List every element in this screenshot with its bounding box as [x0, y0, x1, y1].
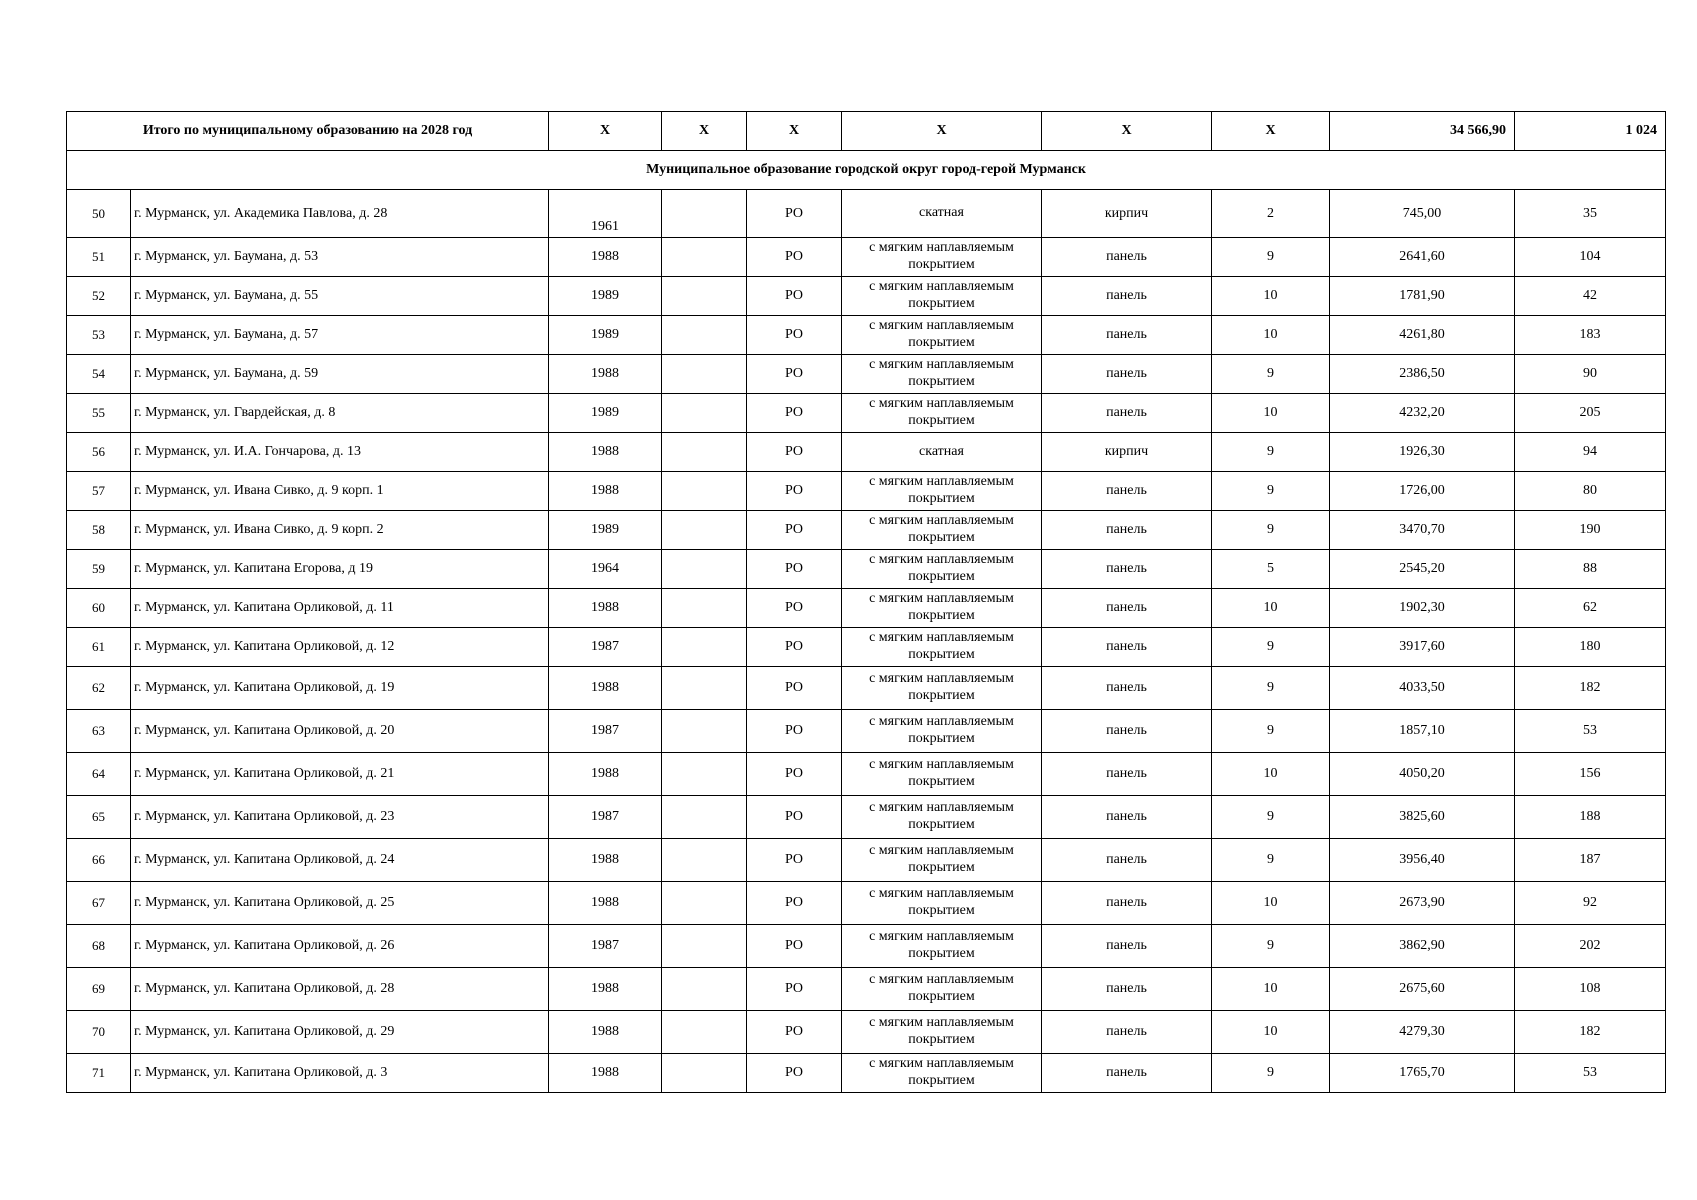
- table-row: [67, 710, 1666, 753]
- table-row: [67, 1054, 1666, 1093]
- table-row: [67, 796, 1666, 839]
- table-row: [67, 190, 1666, 238]
- row-wall-material: панель: [1042, 394, 1212, 433]
- row-year: 1988: [549, 882, 662, 925]
- row-number: 50: [67, 190, 131, 238]
- row-area: 2545,20: [1330, 550, 1515, 589]
- row-address: г. Мурманск, ул. Ивана Сивко, д. 9 корп. 2: [131, 511, 549, 550]
- row-year: 1988: [549, 355, 662, 394]
- row-fund-type: РО: [747, 667, 842, 710]
- row-roof-type: с мягким наплавляемым покрытием: [842, 355, 1042, 394]
- row-area: 2386,50: [1330, 355, 1515, 394]
- row-roof-type: с мягким наплавляемым покрытием: [842, 753, 1042, 796]
- summary-label: Итого по муниципальному образованию на 2028 год: [67, 112, 549, 151]
- table-row: [67, 925, 1666, 968]
- row-residents: 53: [1515, 1054, 1666, 1093]
- row-wall-material: панель: [1042, 968, 1212, 1011]
- table-row: [67, 433, 1666, 472]
- row-floors: 9: [1212, 925, 1330, 968]
- row-floors: 9: [1212, 710, 1330, 753]
- row-address: г. Мурманск, ул. Ивана Сивко, д. 9 корп. 1: [131, 472, 549, 511]
- row-area: 1781,90: [1330, 277, 1515, 316]
- row-empty-cell: [662, 710, 747, 753]
- row-number: 66: [67, 839, 131, 882]
- row-empty-cell: [662, 511, 747, 550]
- row-floors: 2: [1212, 190, 1330, 238]
- row-wall-material: панель: [1042, 628, 1212, 667]
- row-wall-material: панель: [1042, 355, 1212, 394]
- row-fund-type: РО: [747, 882, 842, 925]
- row-roof-type: скатная: [842, 433, 1042, 472]
- row-empty-cell: [662, 1011, 747, 1054]
- row-roof-type: с мягким наплавляемым покрытием: [842, 710, 1042, 753]
- row-number: 53: [67, 316, 131, 355]
- row-year: 1988: [549, 1011, 662, 1054]
- row-residents: 108: [1515, 968, 1666, 1011]
- row-residents: 42: [1515, 277, 1666, 316]
- row-address: г. Мурманск, ул. Гвардейская, д. 8: [131, 394, 549, 433]
- row-empty-cell: [662, 433, 747, 472]
- row-empty-cell: [662, 1054, 747, 1093]
- row-fund-type: РО: [747, 710, 842, 753]
- summary-mark: X: [842, 112, 1042, 151]
- row-floors: 9: [1212, 433, 1330, 472]
- table-row: [67, 882, 1666, 925]
- row-address: г. Мурманск, ул. Капитана Орликовой, д. 23: [131, 796, 549, 839]
- row-address: г. Мурманск, ул. Баумана, д. 53: [131, 238, 549, 277]
- row-area: 1857,10: [1330, 710, 1515, 753]
- row-residents: 202: [1515, 925, 1666, 968]
- row-number: 52: [67, 277, 131, 316]
- row-roof-type: с мягким наплавляемым покрытием: [842, 882, 1042, 925]
- row-year: 1987: [549, 628, 662, 667]
- row-wall-material: панель: [1042, 238, 1212, 277]
- row-number: 60: [67, 589, 131, 628]
- row-address: г. Мурманск, ул. Баумана, д. 57: [131, 316, 549, 355]
- row-area: 1765,70: [1330, 1054, 1515, 1093]
- row-number: 69: [67, 968, 131, 1011]
- table-row: [67, 628, 1666, 667]
- row-year: 1964: [549, 550, 662, 589]
- row-area: 4261,80: [1330, 316, 1515, 355]
- row-area: 3825,60: [1330, 796, 1515, 839]
- row-fund-type: РО: [747, 753, 842, 796]
- row-wall-material: панель: [1042, 511, 1212, 550]
- row-address: г. Мурманск, ул. И.А. Гончарова, д. 13: [131, 433, 549, 472]
- row-wall-material: панель: [1042, 1054, 1212, 1093]
- summary-mark: X: [662, 112, 747, 151]
- row-address: г. Мурманск, ул. Капитана Орликовой, д. 24: [131, 839, 549, 882]
- row-floors: 9: [1212, 1054, 1330, 1093]
- row-roof-type: с мягким наплавляемым покрытием: [842, 589, 1042, 628]
- row-address: г. Мурманск, ул. Капитана Орликовой, д. 25: [131, 882, 549, 925]
- row-fund-type: РО: [747, 433, 842, 472]
- row-roof-type: с мягким наплавляемым покрытием: [842, 628, 1042, 667]
- row-address: г. Мурманск, ул. Капитана Орликовой, д. 21: [131, 753, 549, 796]
- row-fund-type: РО: [747, 839, 842, 882]
- row-floors: 10: [1212, 589, 1330, 628]
- row-residents: 35: [1515, 190, 1666, 238]
- row-number: 51: [67, 238, 131, 277]
- row-wall-material: панель: [1042, 316, 1212, 355]
- row-year: 1987: [549, 925, 662, 968]
- row-residents: 88: [1515, 550, 1666, 589]
- row-wall-material: кирпич: [1042, 190, 1212, 238]
- summary-mark: X: [1212, 112, 1330, 151]
- row-roof-type: с мягким наплавляемым покрытием: [842, 550, 1042, 589]
- table-row: [67, 839, 1666, 882]
- row-address: г. Мурманск, ул. Баумана, д. 59: [131, 355, 549, 394]
- row-wall-material: панель: [1042, 1011, 1212, 1054]
- row-roof-type: с мягким наплавляемым покрытием: [842, 277, 1042, 316]
- row-area: 745,00: [1330, 190, 1515, 238]
- row-fund-type: РО: [747, 472, 842, 511]
- table-row: [67, 472, 1666, 511]
- row-floors: 5: [1212, 550, 1330, 589]
- row-wall-material: панель: [1042, 839, 1212, 882]
- row-empty-cell: [662, 472, 747, 511]
- row-empty-cell: [662, 667, 747, 710]
- row-roof-type: с мягким наплавляемым покрытием: [842, 839, 1042, 882]
- row-area: 4050,20: [1330, 753, 1515, 796]
- row-address: г. Мурманск, ул. Капитана Орликовой, д. 26: [131, 925, 549, 968]
- row-wall-material: панель: [1042, 753, 1212, 796]
- row-year: 1988: [549, 433, 662, 472]
- row-wall-material: панель: [1042, 550, 1212, 589]
- row-number: 62: [67, 667, 131, 710]
- table-row: [67, 277, 1666, 316]
- row-area: 3956,40: [1330, 839, 1515, 882]
- row-number: 67: [67, 882, 131, 925]
- row-address: г. Мурманск, ул. Капитана Орликовой, д. 3: [131, 1054, 549, 1093]
- row-floors: 10: [1212, 277, 1330, 316]
- row-fund-type: РО: [747, 1054, 842, 1093]
- row-number: 65: [67, 796, 131, 839]
- row-empty-cell: [662, 277, 747, 316]
- row-number: 57: [67, 472, 131, 511]
- row-residents: 205: [1515, 394, 1666, 433]
- row-number: 54: [67, 355, 131, 394]
- row-year: 1988: [549, 1054, 662, 1093]
- row-empty-cell: [662, 394, 747, 433]
- row-residents: 182: [1515, 1011, 1666, 1054]
- row-roof-type: скатная: [842, 190, 1042, 238]
- row-year: 1988: [549, 753, 662, 796]
- table-row: [67, 753, 1666, 796]
- row-wall-material: панель: [1042, 882, 1212, 925]
- row-number: 59: [67, 550, 131, 589]
- row-year: 1989: [549, 511, 662, 550]
- row-roof-type: с мягким наплавляемым покрытием: [842, 796, 1042, 839]
- row-residents: 53: [1515, 710, 1666, 753]
- row-area: 3470,70: [1330, 511, 1515, 550]
- row-floors: 10: [1212, 968, 1330, 1011]
- row-empty-cell: [662, 796, 747, 839]
- row-year: 1988: [549, 968, 662, 1011]
- row-floors: 10: [1212, 753, 1330, 796]
- row-fund-type: РО: [747, 316, 842, 355]
- row-address: г. Мурманск, ул. Капитана Егорова, д 19: [131, 550, 549, 589]
- row-wall-material: панель: [1042, 589, 1212, 628]
- row-fund-type: РО: [747, 277, 842, 316]
- row-roof-type: с мягким наплавляемым покрытием: [842, 238, 1042, 277]
- row-year: 1989: [549, 394, 662, 433]
- row-roof-type: с мягким наплавляемым покрытием: [842, 394, 1042, 433]
- row-residents: 156: [1515, 753, 1666, 796]
- row-fund-type: РО: [747, 190, 842, 238]
- row-year: 1989: [549, 277, 662, 316]
- table-row: [67, 550, 1666, 589]
- row-year: 1988: [549, 839, 662, 882]
- row-empty-cell: [662, 238, 747, 277]
- row-area: 3862,90: [1330, 925, 1515, 968]
- row-empty-cell: [662, 316, 747, 355]
- row-residents: 190: [1515, 511, 1666, 550]
- row-area: 4033,50: [1330, 667, 1515, 710]
- row-residents: 182: [1515, 667, 1666, 710]
- summary-row: [67, 112, 1666, 151]
- row-roof-type: с мягким наплавляемым покрытием: [842, 925, 1042, 968]
- row-area: 2675,60: [1330, 968, 1515, 1011]
- row-residents: 62: [1515, 589, 1666, 628]
- row-empty-cell: [662, 882, 747, 925]
- section-row: [67, 151, 1666, 190]
- row-wall-material: панель: [1042, 796, 1212, 839]
- row-floors: 10: [1212, 394, 1330, 433]
- row-wall-material: панель: [1042, 925, 1212, 968]
- row-area: 2641,60: [1330, 238, 1515, 277]
- row-fund-type: РО: [747, 1011, 842, 1054]
- housing-register-table: [66, 111, 1666, 1093]
- row-fund-type: РО: [747, 550, 842, 589]
- row-fund-type: РО: [747, 355, 842, 394]
- row-roof-type: с мягким наплавляемым покрытием: [842, 472, 1042, 511]
- row-number: 63: [67, 710, 131, 753]
- row-year: 1961: [549, 190, 662, 238]
- row-empty-cell: [662, 839, 747, 882]
- table-row: [67, 1011, 1666, 1054]
- row-number: 55: [67, 394, 131, 433]
- row-residents: 180: [1515, 628, 1666, 667]
- row-floors: 9: [1212, 355, 1330, 394]
- row-number: 70: [67, 1011, 131, 1054]
- summary-mark: X: [747, 112, 842, 151]
- row-roof-type: с мягким наплавляемым покрытием: [842, 1054, 1042, 1093]
- table-row: [67, 355, 1666, 394]
- row-wall-material: панель: [1042, 472, 1212, 511]
- row-address: г. Мурманск, ул. Капитана Орликовой, д. 29: [131, 1011, 549, 1054]
- row-year: 1988: [549, 667, 662, 710]
- row-area: 1726,00: [1330, 472, 1515, 511]
- row-number: 64: [67, 753, 131, 796]
- row-residents: 183: [1515, 316, 1666, 355]
- row-floors: 9: [1212, 238, 1330, 277]
- row-floors: 9: [1212, 628, 1330, 667]
- row-roof-type: с мягким наплавляемым покрытием: [842, 1011, 1042, 1054]
- row-floors: 10: [1212, 882, 1330, 925]
- summary-residents: 1 024: [1515, 112, 1666, 151]
- table-row: [67, 316, 1666, 355]
- row-floors: 9: [1212, 796, 1330, 839]
- row-fund-type: РО: [747, 511, 842, 550]
- row-wall-material: панель: [1042, 667, 1212, 710]
- row-wall-material: кирпич: [1042, 433, 1212, 472]
- row-residents: 90: [1515, 355, 1666, 394]
- table-row: [67, 968, 1666, 1011]
- row-residents: 187: [1515, 839, 1666, 882]
- row-residents: 104: [1515, 238, 1666, 277]
- row-empty-cell: [662, 190, 747, 238]
- row-number: 56: [67, 433, 131, 472]
- row-roof-type: с мягким наплавляемым покрытием: [842, 667, 1042, 710]
- row-residents: 94: [1515, 433, 1666, 472]
- row-address: г. Мурманск, ул. Капитана Орликовой, д. 20: [131, 710, 549, 753]
- row-number: 58: [67, 511, 131, 550]
- row-residents: 80: [1515, 472, 1666, 511]
- row-empty-cell: [662, 925, 747, 968]
- table-row: [67, 667, 1666, 710]
- row-number: 71: [67, 1054, 131, 1093]
- row-address: г. Мурманск, ул. Капитана Орликовой, д. 11: [131, 589, 549, 628]
- row-empty-cell: [662, 550, 747, 589]
- row-year: 1989: [549, 316, 662, 355]
- row-wall-material: панель: [1042, 277, 1212, 316]
- row-fund-type: РО: [747, 394, 842, 433]
- row-number: 68: [67, 925, 131, 968]
- row-roof-type: с мягким наплавляемым покрытием: [842, 316, 1042, 355]
- row-year: 1987: [549, 796, 662, 839]
- row-address: г. Мурманск, ул. Академика Павлова, д. 28: [131, 190, 549, 238]
- row-empty-cell: [662, 628, 747, 667]
- row-floors: 9: [1212, 839, 1330, 882]
- row-address: г. Мурманск, ул. Капитана Орликовой, д. 28: [131, 968, 549, 1011]
- summary-area: 34 566,90: [1330, 112, 1515, 151]
- row-address: г. Мурманск, ул. Баумана, д. 55: [131, 277, 549, 316]
- row-year: 1988: [549, 589, 662, 628]
- table-row: [67, 394, 1666, 433]
- row-floors: 9: [1212, 472, 1330, 511]
- summary-mark: X: [549, 112, 662, 151]
- row-residents: 188: [1515, 796, 1666, 839]
- row-empty-cell: [662, 753, 747, 796]
- row-area: 2673,90: [1330, 882, 1515, 925]
- row-wall-material: панель: [1042, 710, 1212, 753]
- row-number: 61: [67, 628, 131, 667]
- row-fund-type: РО: [747, 925, 842, 968]
- row-address: г. Мурманск, ул. Капитана Орликовой, д. 19: [131, 667, 549, 710]
- row-year: 1988: [549, 472, 662, 511]
- row-empty-cell: [662, 968, 747, 1011]
- table-row: [67, 238, 1666, 277]
- row-area: 1926,30: [1330, 433, 1515, 472]
- row-fund-type: РО: [747, 968, 842, 1011]
- row-residents: 92: [1515, 882, 1666, 925]
- table-row: [67, 589, 1666, 628]
- row-area: 4232,20: [1330, 394, 1515, 433]
- row-floors: 9: [1212, 667, 1330, 710]
- row-roof-type: с мягким наплавляемым покрытием: [842, 511, 1042, 550]
- row-area: 3917,60: [1330, 628, 1515, 667]
- row-floors: 9: [1212, 511, 1330, 550]
- row-fund-type: РО: [747, 796, 842, 839]
- row-address: г. Мурманск, ул. Капитана Орликовой, д. 12: [131, 628, 549, 667]
- row-fund-type: РО: [747, 628, 842, 667]
- row-area: 4279,30: [1330, 1011, 1515, 1054]
- row-fund-type: РО: [747, 238, 842, 277]
- row-floors: 10: [1212, 316, 1330, 355]
- row-fund-type: РО: [747, 589, 842, 628]
- row-roof-type: с мягким наплавляемым покрытием: [842, 968, 1042, 1011]
- row-empty-cell: [662, 589, 747, 628]
- row-floors: 10: [1212, 1011, 1330, 1054]
- section-title: Муниципальное образование городской округ город-герой Мурманск: [67, 151, 1666, 190]
- row-year: 1988: [549, 238, 662, 277]
- table-row: [67, 511, 1666, 550]
- row-empty-cell: [662, 355, 747, 394]
- summary-mark: X: [1042, 112, 1212, 151]
- row-year: 1987: [549, 710, 662, 753]
- row-area: 1902,30: [1330, 589, 1515, 628]
